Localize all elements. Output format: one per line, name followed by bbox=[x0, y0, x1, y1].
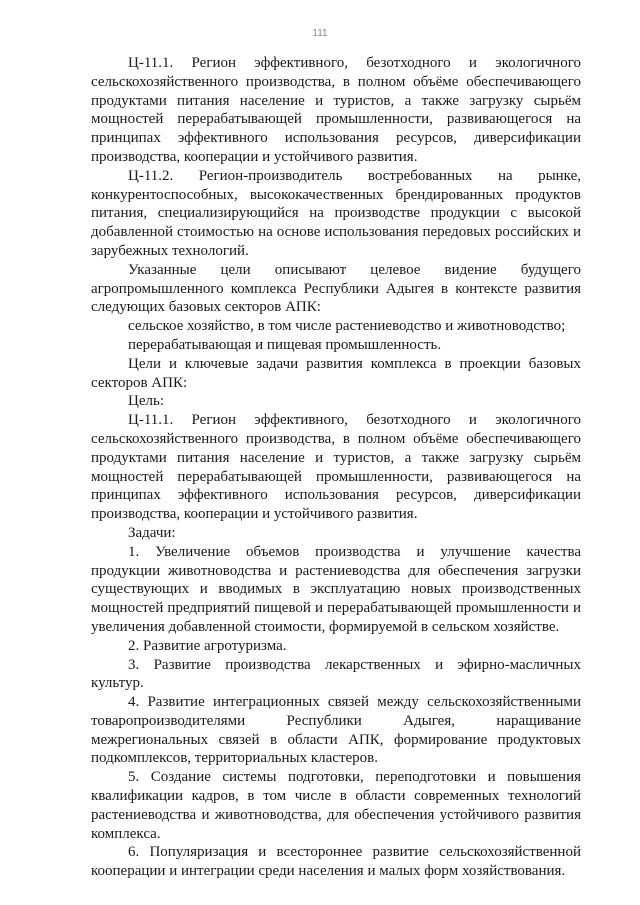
task-4-paragraph: 4. Развитие интеграционных связей между сельскохозяйственными товаропроизводителями Республики Адыгея, наращивание межрегиональных связей в области АПК, формирование продуктовых подкомплексов, территориальных кластеров. bbox=[91, 694, 581, 767]
goals-description-paragraph: Указанные цели описывают целевое видение будущего агропромышленного комплекса Республики Адыгея в контексте развития следующих базовых секторов АПК: bbox=[91, 261, 581, 316]
task-6-paragraph: 6. Популяризация и всестороннее развитие сельскохозяйственной кооперации и интеграции среди населения и малых форм хозяйствования. bbox=[91, 844, 581, 880]
goal-11-2-paragraph: Ц-11.2. Регион-производитель востребованных на рынке, конкурентоспособных, высококачественных брендированных продуктов питания, специализирующийся на производстве продукции с высокой добавленной стоимостью на основе использования передовых российских и зарубежных технологий. bbox=[91, 167, 581, 259]
page-number: 111 bbox=[312, 28, 328, 39]
sector-item-agriculture: сельское хозяйство, в том числе растениеводство и животноводство; bbox=[128, 318, 566, 335]
sector-item-processing: перерабатывающая и пищевая промышленность. bbox=[128, 336, 442, 353]
task-1-paragraph: 1. Увеличение объемов производства и улучшение качества продукции животноводства и растениеводства для обеспечения загрузки существующих и вводимых в эксплуатацию новых производственных мощностей предприятий пищевой и перерабатывающей промышленности и увеличения добавленной стоимости, формируемой в сельском хозяйстве. bbox=[91, 543, 581, 635]
task-3-paragraph: 3. Развитие производства лекарственных и эфирно-масличных культур. bbox=[91, 656, 581, 692]
task-5-paragraph: 5. Создание системы подготовки, переподготовки и повышения квалификации кадров, в том числе в области современных технологий растениеводства и животноводства, для обеспечения устойчивого развития комплекса. bbox=[91, 769, 581, 842]
document-body bbox=[91, 54, 581, 881]
goal-11-1-repeat-paragraph: Ц-11.1. Регион эффективного, безотходного и экологичного сельскохозяйственного производства, в полном объёме обеспечивающего продуктами питания население и туристов, а также загрузку сырьём мощностей перерабатывающей промышленности, развивающегося на принципах эффективного использования ресурсов, диверсификации производства, кооперации и устойчивого развития. bbox=[91, 412, 581, 523]
tasks-heading: Задачи: bbox=[128, 524, 176, 541]
goal-11-1-paragraph: Ц-11.1. Регион эффективного, безотходного и экологичного сельскохозяйственного производства, в полном объёме обеспечивающего продуктами питания население и туристов, а также загрузку сырьём мощностей перерабатывающей промышленности, развивающегося на принципах эффективного использования ресурсов, диверсификации производства, кооперации и устойчивого развития. bbox=[91, 55, 581, 165]
goal-heading: Цель: bbox=[128, 393, 164, 410]
task-2-paragraph: 2. Развитие агротуризма. bbox=[128, 637, 287, 654]
goals-tasks-intro-paragraph: Цели и ключевые задачи развития комплекса в проекции базовых секторов АПК: bbox=[91, 355, 581, 391]
